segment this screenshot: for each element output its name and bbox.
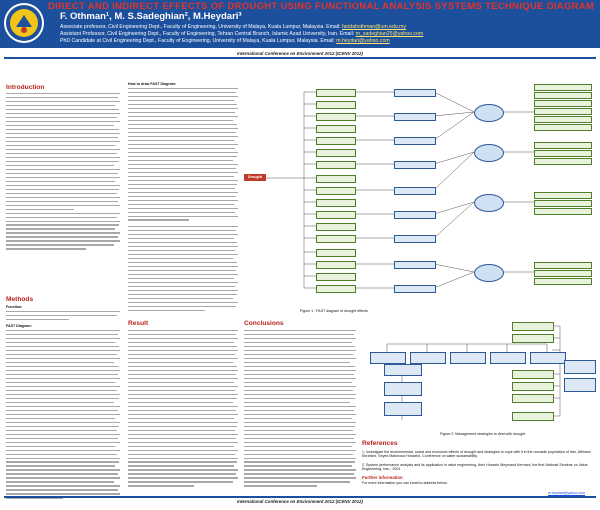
introduction-text (6, 93, 120, 252)
fast-node (534, 192, 592, 199)
affiliation-1: Associate professor, Civil Engineering Dept., Faculty of Engineering, University of Malaya, Kuala Lumpur, Malaysia. Email: faridahothman@um.edu.my (60, 24, 407, 30)
fast-diagram-figure (244, 82, 596, 304)
bottom-divider (4, 496, 596, 498)
top-divider (4, 57, 596, 59)
fast-node (316, 113, 356, 121)
fast-node (316, 149, 356, 157)
fast-node (316, 273, 356, 281)
fast-node (316, 249, 356, 257)
fast-node (316, 223, 356, 231)
strategy-node (564, 360, 596, 374)
fast-node (534, 116, 592, 123)
email-link-1[interactable]: faridahothman@um.edu.my (342, 24, 407, 30)
references-heading: References (362, 440, 398, 447)
fast-node (534, 158, 592, 165)
effect-category-node (474, 144, 504, 162)
reference-1: 1. Investigate the environmental, social and economic effects of drought and strategies to cope with it in the nomadic population of Iran, Afkhami Ebrahimi, Seyed Mahmoud Hosseini, Conference on water sustainability. (362, 450, 591, 459)
fast-node (534, 278, 592, 285)
fast-node (534, 208, 592, 215)
fast-node (394, 187, 436, 195)
function-subheading: Function: (6, 305, 23, 309)
fast-node (534, 100, 592, 107)
fast-node (316, 89, 356, 97)
fast-node (316, 101, 356, 109)
fast-node (316, 175, 356, 183)
strategy-node (410, 352, 446, 364)
fast-node (534, 84, 592, 91)
conference-name-bottom: International Conference on Environment 2012 (ICENV 2012) (237, 499, 363, 504)
conclusions-heading: Conclusions (244, 320, 284, 327)
strategy-node (512, 370, 554, 379)
fast-node (394, 113, 436, 121)
fast-node (534, 142, 592, 149)
drought-center-node: Drought (244, 174, 266, 181)
fast-node (316, 187, 356, 195)
fast-node (316, 199, 356, 207)
fast-node (394, 261, 436, 269)
figure-2-caption: Figure 2: Management strategies to deal with drought (440, 432, 526, 436)
strategy-node (384, 364, 422, 376)
effect-category-node (474, 104, 504, 122)
conclusions-text (244, 330, 356, 489)
management-strategies-figure (362, 320, 596, 430)
strategy-node (384, 382, 422, 396)
fast-node (394, 235, 436, 243)
strategy-node (384, 402, 422, 416)
strategy-node (450, 352, 486, 364)
fast-node (394, 89, 436, 97)
fast-node (316, 125, 356, 133)
affiliation-3: PhD Candidate at Civil Engineering Dept., Faculty of Engineering, University of Malaya, Kuala Lumpur, Malaysia. Email: m.heydari@yahoo.com (60, 38, 390, 44)
contact-email-link[interactable]: m.heydari@yahoo.com (548, 491, 586, 495)
fast-node (534, 108, 592, 115)
fast-diagram-subheading: FAST Diagram: (6, 324, 32, 328)
result-text (128, 330, 238, 489)
fast-node (534, 150, 592, 157)
university-logo (4, 3, 44, 43)
how-to-draw-subheading: How to draw FAST Diagram: (128, 82, 177, 86)
fast-diagram-text (6, 330, 120, 501)
methods-heading: Methods (6, 296, 34, 303)
reference-2: 2. System performance analysis and its application in value engineering, Amir Hossein Meymand Kermani, the first National Seminar on Value Engineering, Iran , 2001 (362, 463, 588, 472)
figure-1-caption: Figure 1 : FAST diagram of drought effects (300, 309, 368, 313)
how-to-draw-text (128, 88, 238, 223)
fast-node (534, 200, 592, 207)
strategy-node (564, 378, 596, 392)
fast-node (394, 137, 436, 145)
strategy-node (512, 394, 554, 403)
strategy-node (512, 322, 554, 331)
strategy-node (512, 334, 554, 343)
poster-title: DIRECT AND INDIRECT EFFECTS OF DROUGHT USING FUNCTIONAL ANALYSIS SYSTEMS TECHNIQUE DIAGRAM (48, 1, 595, 12)
strategy-node (370, 352, 406, 364)
fast-node (534, 92, 592, 99)
result-heading: Result (128, 320, 149, 327)
fast-node (534, 124, 592, 131)
function-text (6, 311, 120, 323)
further-information-heading: Further information (362, 475, 403, 480)
strategy-node (530, 352, 566, 364)
poster-header (0, 0, 600, 48)
fast-node (534, 270, 592, 277)
introduction-heading: Introduction (6, 84, 45, 91)
fast-node (394, 211, 436, 219)
fast-node (394, 285, 436, 293)
how-to-draw-text-continued (128, 226, 238, 314)
fast-node (316, 161, 356, 169)
fast-node (316, 137, 356, 145)
fast-node (316, 235, 356, 243)
fast-node (316, 211, 356, 219)
strategy-node (512, 382, 554, 391)
fast-node (534, 262, 592, 269)
strategy-node (490, 352, 526, 364)
strategy-node (512, 412, 554, 421)
effect-category-node (474, 194, 504, 212)
affiliation-2: Assistant Professor, Civil Engineering Dept., Faculty of Engineering, Tehran Central Branch, Islamic Azad University, Iran. Email: m_sadeghian25@yahoo.com (60, 31, 424, 37)
fast-node (316, 261, 356, 269)
effect-category-node (474, 264, 504, 282)
further-information-text: For more information you can email to address below. (362, 481, 448, 485)
email-link-2[interactable]: m_sadeghian25@yahoo.com (355, 31, 424, 37)
conference-name-top: International Conference on Environment 2012 (ICENV 2012) (237, 51, 363, 56)
fast-node (316, 285, 356, 293)
email-link-3[interactable]: m.heydari@yahoo.com (336, 38, 390, 44)
poster-authors: F. Othman¹, M. S.Sadeghian², M.Heydari³ (60, 11, 242, 22)
fast-node (394, 161, 436, 169)
